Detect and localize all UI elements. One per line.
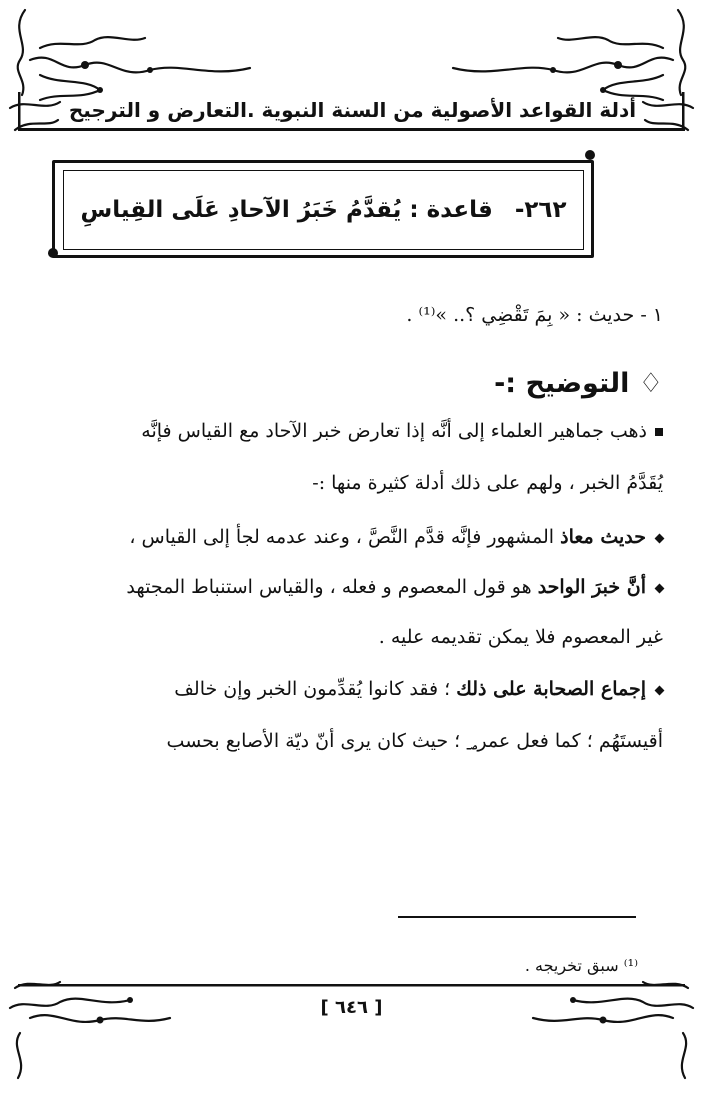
bullet-line — [43, 522, 663, 552]
frame-corner-dot — [585, 150, 595, 160]
diamond-bullet-icon — [655, 533, 665, 543]
bullet-bold-text: حديث معاذ — [560, 526, 646, 548]
bullet-bold-text: أنَّ خبرَ الواحد — [537, 576, 646, 598]
page-number: [ ٦٤٦ ] — [320, 997, 383, 1018]
paragraph-line: أقيستَهُم ؛ كما فعل عمر؃ ؛ حيث كان يرى أنّ ديّة الأصابع بحسب — [166, 730, 663, 752]
rule-title — [63, 170, 584, 250]
running-header-title: أدلة القواعد الأصولية من السنة النبوية .التعارض و الترجيح — [68, 98, 637, 122]
bullet-text: المشهور فإنَّه قدَّم النَّصَّ ، وعند عدمه لجأ إلى القياس ، — [129, 526, 555, 548]
frame-corner-dot — [48, 248, 58, 258]
footnote: ⁽¹⁾ سبق تخريجه . — [524, 956, 638, 975]
diamond-bullet-icon — [655, 583, 665, 593]
section-heading-text: التوضيح :- — [494, 368, 630, 399]
bullet-bold-text: إجماع الصحابة على ذلك — [456, 678, 646, 700]
square-bullet-icon — [655, 428, 663, 436]
paragraph-line — [43, 416, 663, 446]
rule-title-text: قاعدة : يُقدَّمُ خَبَرُ الآحادِ عَلَى القِياسِ — [80, 197, 493, 223]
paragraph-line: يُقَدَّمُ الخبر ، ولهم على ذلك أدلة كثيرة منها :- — [312, 472, 663, 494]
section-heading — [343, 364, 663, 404]
bullet-line — [43, 572, 663, 602]
bullet-line — [43, 674, 663, 704]
bullet-text: هو قول المعصوم و فعله ، والقياس استنباط المجتهد — [126, 576, 532, 598]
lamp-icon: ♢ — [629, 368, 663, 399]
footnote-separator — [398, 916, 636, 918]
bullet-text: ؛ فقد كانوا يُقدِّمون الخبر وإن خالف — [174, 678, 451, 700]
hadith-line: ١ - حديث : « بِمَ تَقْضِي ؟.. »⁽¹⁾ . — [406, 304, 663, 326]
paragraph-line: غير المعصوم فلا يمكن تقديمه عليه . — [378, 626, 663, 648]
rule-number: ٢٦٢- — [514, 197, 567, 223]
diamond-bullet-icon — [655, 685, 665, 695]
paragraph-text: ذهب جماهير العلماء إلى أنَّه إذا تعارض خبر الآحاد مع القياس فإنَّه — [141, 420, 647, 442]
